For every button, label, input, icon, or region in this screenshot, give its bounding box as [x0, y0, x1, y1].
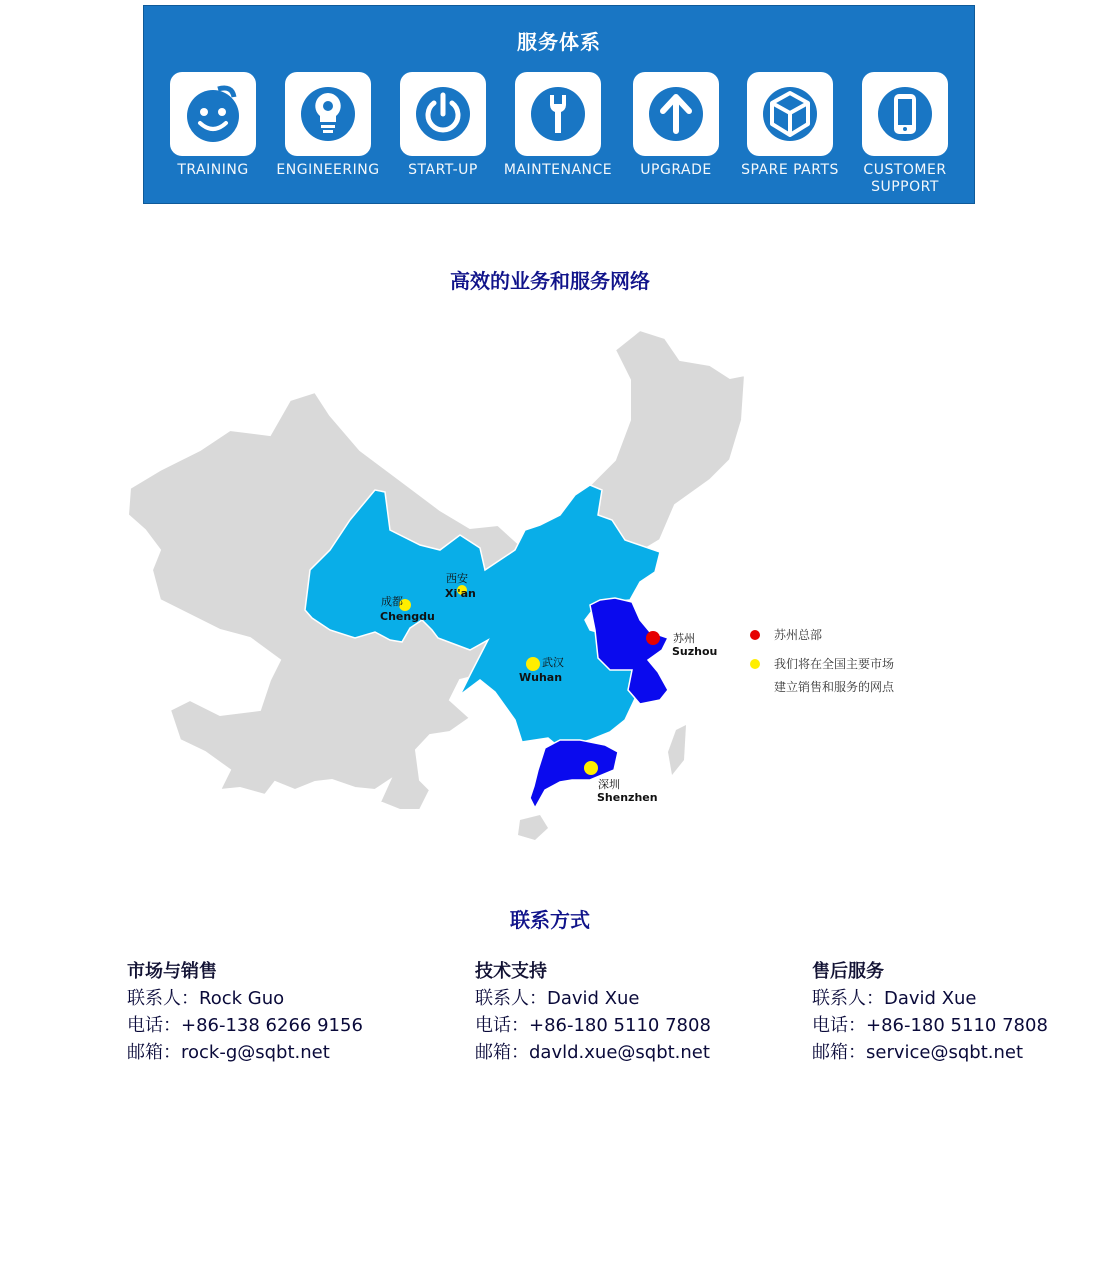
- city-label-shenzhen-cn: 深圳: [598, 778, 620, 791]
- service-label: SPARE PARTS: [741, 162, 839, 178]
- contact-person: 联系人：Rock Guo: [127, 988, 285, 1009]
- red-dot-icon: [750, 630, 760, 640]
- service-tile: [170, 72, 256, 156]
- service-label: CUSTOMER SUPPORT: [863, 162, 947, 195]
- contact-person: 联系人：David Xue: [812, 988, 977, 1009]
- contact-heading: 联系方式: [510, 908, 590, 932]
- service-spare-parts[interactable]: [735, 72, 845, 179]
- legend-planned-line1: 我们将在全国主要市场: [774, 657, 895, 671]
- city-label-xian-cn: 西安: [446, 572, 468, 585]
- service-maintenance[interactable]: [503, 72, 613, 179]
- contact-sales: [127, 958, 363, 1066]
- marker-wuhan[interactable]: [526, 657, 540, 671]
- contact-phone[interactable]: 电话：+86-138 6266 9156: [127, 1015, 363, 1036]
- wrench-icon: [523, 79, 593, 149]
- contact-tech-support: [475, 958, 711, 1066]
- contact-title: 售后服务: [812, 961, 884, 982]
- service-upgrade[interactable]: [621, 72, 731, 179]
- china-network-map: [120, 320, 760, 850]
- network-heading: 高效的业务和服务网络: [450, 269, 650, 293]
- smiley-face-icon: [178, 79, 248, 149]
- service-engineering[interactable]: [273, 72, 383, 179]
- service-banner-title: 服务体系: [517, 30, 601, 54]
- city-label-chengdu-en: Chengdu: [380, 610, 435, 623]
- contact-title: 市场与销售: [127, 961, 217, 982]
- marker-shenzhen[interactable]: [584, 761, 598, 775]
- city-label-suzhou-en: Suzhou: [672, 645, 718, 658]
- contact-title: 技术支持: [475, 961, 547, 982]
- power-icon: [408, 79, 478, 149]
- service-banner: [143, 5, 975, 204]
- legend-planned: [746, 653, 946, 699]
- service-customer-support[interactable]: [850, 72, 960, 196]
- service-tile: [633, 72, 719, 156]
- marker-suzhou[interactable]: [646, 631, 660, 645]
- contact-person: 联系人：David Xue: [475, 988, 640, 1009]
- contact-phone[interactable]: 电话：+86-180 5110 7808: [475, 1015, 711, 1036]
- service-tile: [285, 72, 371, 156]
- arrow-up-icon: [641, 79, 711, 149]
- service-tile: [862, 72, 948, 156]
- city-label-wuhan-en: Wuhan: [519, 671, 563, 684]
- phone-icon: [870, 79, 940, 149]
- service-label: UPGRADE: [640, 162, 712, 178]
- yellow-dot-icon: [750, 659, 760, 669]
- cube-icon: [755, 79, 825, 149]
- map-legend: [746, 624, 946, 699]
- legend-hq: [746, 624, 946, 647]
- legend-planned-line2: 建立销售和服务的网点: [774, 680, 895, 694]
- service-tile: [515, 72, 601, 156]
- service-training[interactable]: [158, 72, 268, 179]
- contact-email[interactable]: 邮箱：rock-g@sqbt.net: [127, 1042, 330, 1063]
- contact-after-sales: [812, 958, 1048, 1066]
- map-island-east: [668, 725, 686, 775]
- city-label-wuhan-cn: 武汉: [542, 656, 564, 669]
- service-tile: [400, 72, 486, 156]
- contact-email[interactable]: 邮箱：service@sqbt.net: [812, 1042, 1024, 1063]
- service-label: ENGINEERING: [276, 162, 380, 178]
- map-island-south: [518, 815, 548, 840]
- city-label-chengdu-cn: 成都: [381, 595, 403, 608]
- city-label-xian-en: Xi'an: [445, 587, 476, 600]
- service-tile: [747, 72, 833, 156]
- city-label-suzhou-cn: 苏州: [673, 632, 695, 645]
- service-label: MAINTENANCE: [503, 162, 613, 178]
- service-label: TRAINING: [177, 162, 249, 178]
- service-label: START-UP: [408, 162, 478, 178]
- lightbulb-icon: [293, 79, 363, 149]
- legend-hq-text: 苏州总部: [774, 628, 823, 642]
- service-start-up[interactable]: [388, 72, 498, 179]
- contact-email[interactable]: 邮箱：davld.xue@sqbt.net: [475, 1042, 710, 1063]
- contact-phone[interactable]: 电话：+86-180 5110 7808: [812, 1015, 1048, 1036]
- city-label-shenzhen-en: Shenzhen: [597, 791, 658, 804]
